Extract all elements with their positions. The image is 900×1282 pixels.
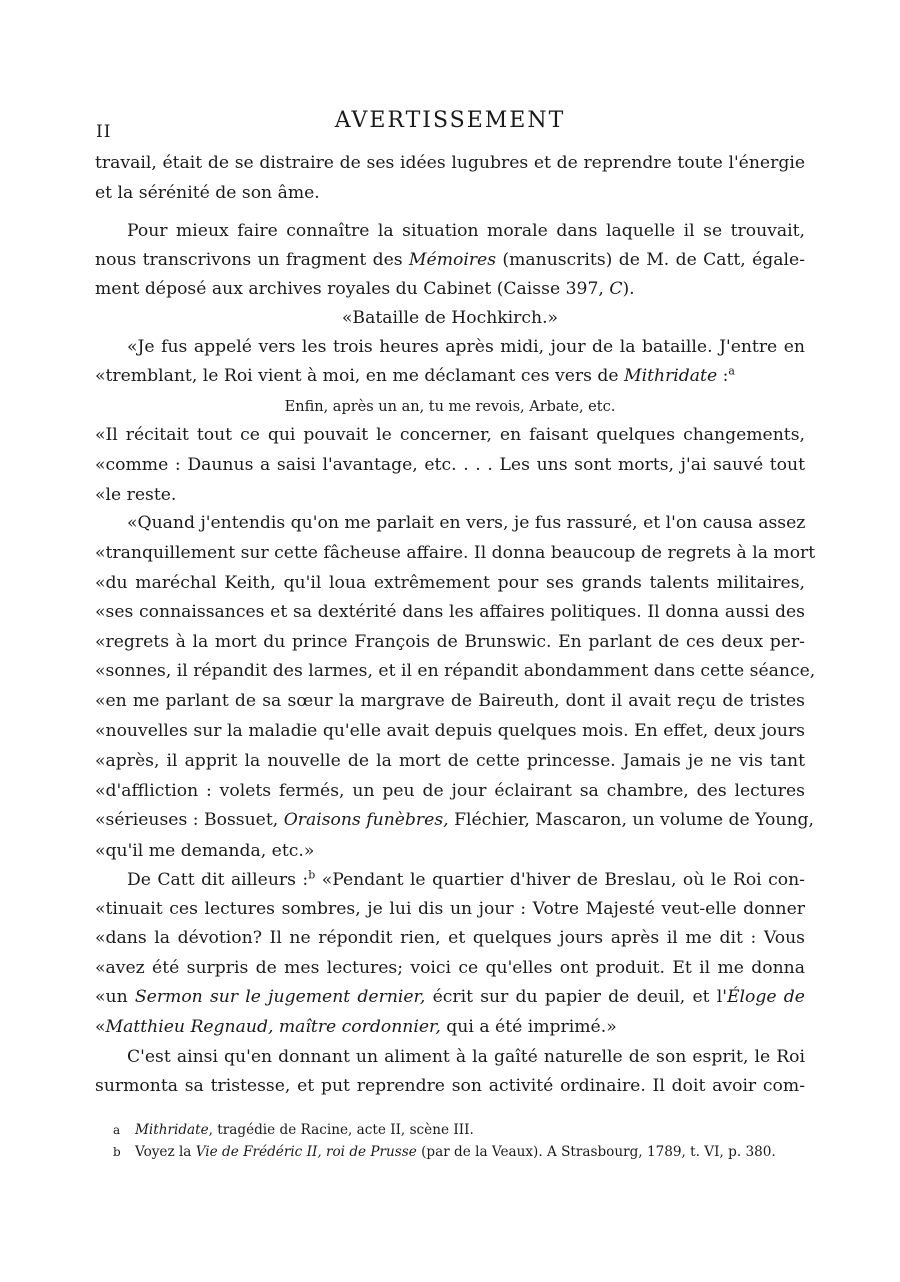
text-line xyxy=(95,365,805,387)
footnote-title: Vie de Frédéric II, roi de Prusse xyxy=(195,1144,417,1160)
text-line: «ses connaissances et sa dextérité dans les affaires politiques. Il donna aussi des xyxy=(95,602,805,622)
text-line: «d'affliction : volets fermés, un peu de jour éclairant sa chambre, des lectures xyxy=(95,781,805,801)
footnote-ref-b: b xyxy=(308,868,316,882)
text-line xyxy=(95,249,805,271)
text-run: qui a été imprimé.» xyxy=(440,1017,617,1037)
italic-title: Éloge de xyxy=(727,987,805,1007)
text-line: travail, était de se distraire de ses idées lugubres et de reprendre toute l'énergie xyxy=(95,153,805,173)
footnote-ref-a: a xyxy=(728,364,735,378)
text-line xyxy=(95,986,805,1008)
text-line xyxy=(95,1016,805,1038)
text-run: ). xyxy=(622,279,635,299)
italic-title: Sermon sur le jugement dernier, xyxy=(134,987,426,1007)
text-line: «tinuait ces lectures sombres, je lui dis un jour : Votre Majesté veut-elle donner xyxy=(95,899,805,919)
text-line xyxy=(95,278,805,300)
text-run: «tremblant, le Roi vient à moi, en me déclamant ces vers de xyxy=(95,366,625,386)
italic-title: Matthieu Regnaud, maître cordonnier, xyxy=(105,1017,441,1037)
text-line: et la sérénité de son âme. xyxy=(95,183,320,203)
text-line: «sonnes, il répandit des larmes, et il en répandit abondamment dans cette séance, xyxy=(95,661,816,681)
section-heading: «Bataille de Hochkirch.» xyxy=(341,308,559,328)
text-line: «regrets à la mort du prince François de Brunswic. En parlant de ces deux per- xyxy=(95,632,805,652)
italic-letter: C xyxy=(609,279,623,299)
footnote-mark: b xyxy=(113,1145,121,1159)
text-line: surmonta sa tristesse, et put reprendre son activité ordinaire. Il doit avoir com- xyxy=(95,1076,805,1096)
text-line: «avez été surpris de mes lectures; voici ce qu'elles ont produit. Et il me donna xyxy=(95,958,805,978)
text-line: «du maréchal Keith, qu'il loua extrêmement pour ses grands talents militaires, xyxy=(95,573,805,593)
text-line: «nouvelles sur la maladie qu'elle avait depuis quelques mois. En effet, deux jours xyxy=(95,721,805,741)
footnote-text: Voyez la xyxy=(135,1144,196,1160)
verse-quote: Enfin, après un an, tu me revois, Arbate, etc. xyxy=(284,399,616,415)
footnote-b xyxy=(113,1142,805,1162)
text-line: «qu'il me demanda, etc.» xyxy=(95,841,315,861)
footnote-text: (par de la Veaux). A Strasbourg, 1789, t. VI, p. 380. xyxy=(416,1144,776,1160)
text-line: «le reste. xyxy=(95,485,177,505)
text-run: Fléchier, Mascaron, un volume de Young, xyxy=(448,810,814,830)
text-run: écrit sur du papier de deuil, et l' xyxy=(425,987,728,1007)
footnote-text: , tragédie de Racine, acte II, scène III. xyxy=(208,1122,474,1138)
text-line: «après, il apprit la nouvelle de la mort de cette princesse. Jamais je ne vis tant xyxy=(95,751,805,771)
text-line xyxy=(127,869,805,891)
text-line: «Quand j'entendis qu'on me parlait en vers, je fus rassuré, et l'on causa assez xyxy=(127,513,806,533)
text-run: nous transcrivons un fragment des xyxy=(95,250,409,270)
text-line: C'est ainsi qu'en donnant un aliment à la gaîté naturelle de son esprit, le Roi xyxy=(127,1047,805,1067)
footnote-mark: a xyxy=(113,1123,121,1137)
italic-title: Mithridate xyxy=(624,366,718,386)
text-line: «tranquillement sur cette fâcheuse affaire. Il donna beaucoup de regrets à la mort xyxy=(95,543,816,563)
text-line: «dans la dévotion? Il ne répondit rien, et quelques jours après il me dit : Vous xyxy=(95,928,805,948)
italic-title: Oraisons funèbres, xyxy=(283,810,449,830)
text-line xyxy=(95,809,814,831)
text-line: «Il récitait tout ce qui pouvait le concerner, en faisant quelques changements, xyxy=(95,425,805,445)
italic-title: Mémoires xyxy=(408,250,497,270)
text-run: ment déposé aux archives royales du Cabinet (Caisse 397, xyxy=(95,279,610,299)
text-line: «comme : Daunus a saisi l'avantage, etc. . . . Les uns sont morts, j'ai sauvé tout xyxy=(95,455,805,475)
text-run: «Pendant le quartier d'hiver de Breslau, où le Roi con- xyxy=(315,870,805,890)
text-run: : xyxy=(717,366,729,386)
page-number: II xyxy=(96,122,112,142)
text-line: «Je fus appelé vers les trois heures après midi, jour de la bataille. J'entre en xyxy=(127,337,805,357)
text-line: Pour mieux faire connaître la situation morale dans laquelle il se trouvait, xyxy=(127,221,805,241)
text-run: De Catt dit ailleurs : xyxy=(127,870,309,890)
text-run: « xyxy=(95,1017,106,1037)
text-run: (manuscrits) de M. de Catt, égale- xyxy=(496,250,805,270)
text-run: «un xyxy=(95,987,135,1007)
footnote-a xyxy=(113,1120,805,1140)
footnote-title: Mithridate xyxy=(135,1122,209,1138)
running-head: AVERTISSEMENT xyxy=(334,108,566,133)
text-run: «sérieuses : Bossuet, xyxy=(95,810,284,830)
text-line: «en me parlant de sa sœur la margrave de Baireuth, dont il avait reçu de tristes xyxy=(95,691,805,711)
